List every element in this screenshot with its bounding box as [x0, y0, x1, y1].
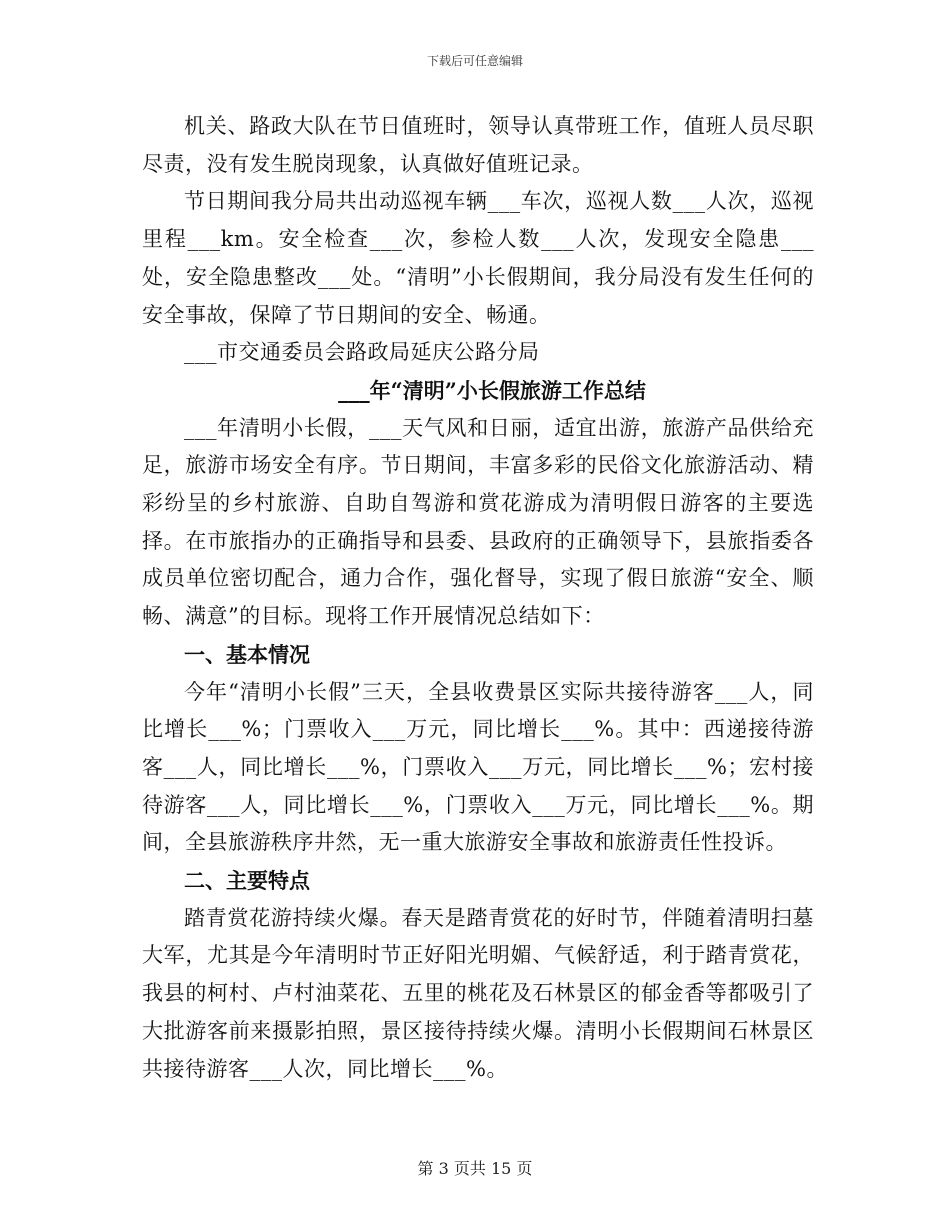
- document-title: ___年“清明”小长假旅游工作总结: [338, 377, 646, 403]
- section-heading-basic: 一、基本情况: [184, 641, 310, 667]
- paragraph-flower-tourism: 踏青赏花游持续火爆。春天是踏青赏花的好时节，伴随着清明扫墓大军，尤其是今年清明时节正好阳光明媚、气候舒适，利于踏青赏花，我县的柯村、卢村油菜花、五里的桃花及石林景区的郁金香等都吸引了大批游客前来摄影拍照，景区接待持续火爆。清明小长假期间石林景区共接待游客___人次，同比增长___%。: [142, 905, 814, 1081]
- document-body: [142, 108, 814, 1088]
- paragraph-duty-shift: 机关、路政大队在节日值班时，领导认真带班工作，值班人员尽职尽责，没有发生脱岗现象，认真做好值班记录。: [142, 114, 814, 176]
- section-heading-features: 二、主要特点: [184, 868, 310, 894]
- page-header: 下载后可任意编辑: [426, 54, 523, 68]
- page-number: 第 3 页共 15 页: [417, 1159, 533, 1178]
- paragraph-intro: ___年清明小长假，___天气风和日丽，适宜出游，旅游产品供给充足，旅游市场安全有序。节日期间，丰富多彩的民俗文化旅游活动、精彩纷呈的乡村旅游、自助自驾游和赏花游成为清明假日游客的主要选择。在市旅指办的正确指导和县委、县政府的正确领导下，县旅指委各成员单位密切配合，通力合作，强化督导，实现了假日旅游“安全、顺畅、满意”的目标。现将工作开展情况总结如下：: [142, 415, 814, 629]
- paragraph-signature-org: ___市交通委员会路政局延庆公路分局: [184, 340, 540, 365]
- paragraph-basic-stats: 今年“清明小长假”三天，全县收费景区实际共接待游客___人，同比增长___%；门票收入___万元，同比增长___%。其中：西递接待游客___人，同比增长___%，门票收入___万元，同比增长___%；宏村接待游客___人，同比增长___%，门票收入___万元，同比增长___%。期间，全县旅游秩序井然，无一重大旅游安全事故和旅游责任性投诉。: [142, 679, 814, 855]
- paragraph-patrol-stats: 节日期间我分局共出动巡视车辆___车次，巡视人数___人次，巡视里程___km。安全检查___次，参检人数___人次，发现安全隐患___处，安全隐患整改___处。“清明”小长假期间，我分局没有发生任何的安全事故，保障了节日期间的安全、畅通。: [142, 189, 814, 327]
